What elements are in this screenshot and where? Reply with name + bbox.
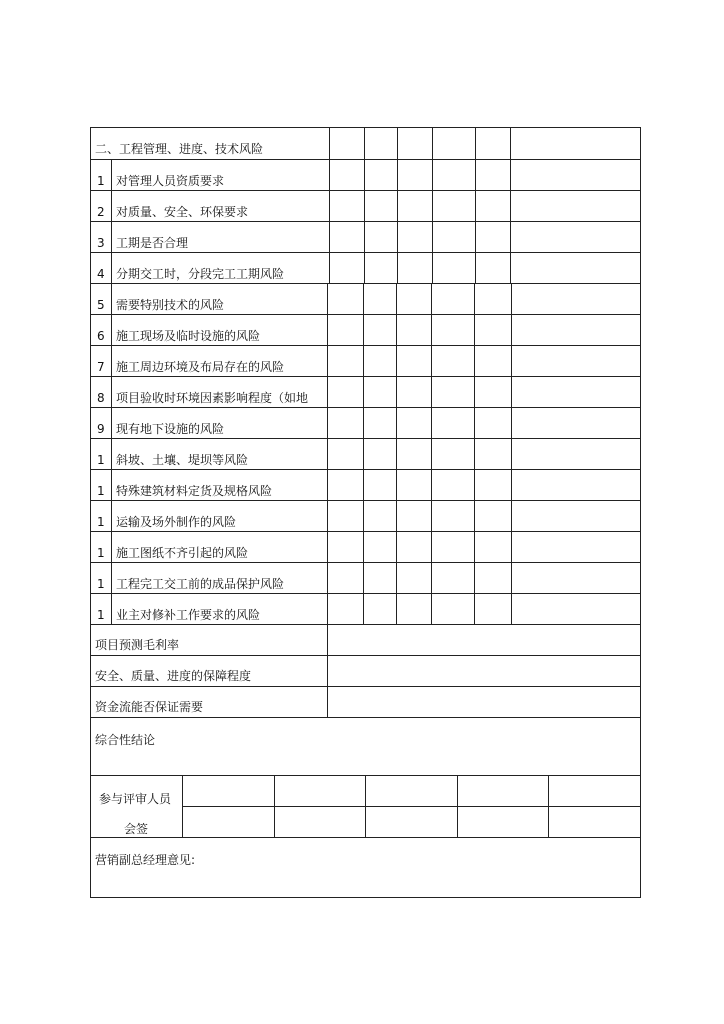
summary-label: 资金流能否保证需要 — [95, 700, 204, 714]
risk-item-row — [91, 222, 640, 253]
item-number: 1 — [97, 453, 105, 467]
summary-row-assurance — [91, 656, 640, 687]
risk-item-row — [91, 160, 640, 191]
item-label: 对质量、安全、环保要求 — [116, 205, 249, 219]
risk-item-row — [91, 253, 640, 284]
section-header-row — [91, 128, 640, 160]
item-label: 分期交工时，分段完工工期风险 — [116, 267, 285, 281]
item-number: 1 — [97, 546, 105, 560]
signature-cell[interactable] — [275, 776, 365, 806]
item-number: 2 — [97, 205, 105, 219]
signature-cell[interactable] — [549, 776, 641, 806]
rating-cell[interactable] — [330, 128, 364, 159]
item-number: 5 — [97, 298, 105, 312]
reviewers-label-line1: 参与评审人员 — [99, 792, 172, 806]
signature-cell[interactable] — [366, 776, 457, 806]
vp-opinion-label: 营销副总经理意见: — [95, 853, 196, 867]
section-header: 二、工程管理、进度、技术风险 — [95, 142, 264, 156]
summary-row-cashflow — [91, 687, 640, 718]
risk-item-row — [91, 408, 640, 439]
signature-cell[interactable] — [183, 807, 274, 838]
risk-item-row — [91, 346, 640, 377]
vp-opinion-row[interactable] — [91, 838, 640, 897]
risk-item-row — [91, 594, 640, 625]
risk-item-row — [91, 501, 640, 532]
item-number: 6 — [97, 329, 105, 343]
conclusion-label: 综合性结论 — [95, 733, 156, 747]
item-label: 施工现场及临时设施的风险 — [116, 329, 261, 343]
item-label: 运输及场外制作的风险 — [116, 515, 237, 529]
risk-item-row — [91, 315, 640, 346]
summary-value-cell[interactable] — [328, 656, 641, 686]
item-number: 4 — [97, 267, 105, 281]
risk-item-row — [91, 439, 640, 470]
signature-cell[interactable] — [275, 807, 365, 838]
conclusion-row[interactable] — [91, 718, 640, 776]
item-number: 1 — [97, 608, 105, 622]
item-number: 1 — [97, 577, 105, 591]
remarks-cell[interactable] — [511, 128, 641, 159]
item-number: 3 — [97, 236, 105, 250]
rating-cell[interactable] — [433, 128, 475, 159]
rating-cell[interactable] — [476, 128, 510, 159]
item-number: 9 — [97, 422, 105, 436]
risk-item-row — [91, 563, 640, 594]
item-number: 7 — [97, 360, 105, 374]
summary-label: 项目预测毛利率 — [95, 638, 180, 652]
item-number: 1 — [97, 515, 105, 529]
summary-row-gross-margin — [91, 625, 640, 656]
signature-cell[interactable] — [366, 807, 457, 838]
summary-value-cell[interactable] — [328, 625, 641, 655]
rating-cell[interactable] — [398, 128, 432, 159]
risk-item-row — [91, 191, 640, 222]
signature-cell[interactable] — [183, 776, 274, 806]
risk-item-row — [91, 377, 640, 408]
risk-item-row — [91, 532, 640, 563]
summary-label: 安全、质量、进度的保障程度 — [95, 669, 252, 683]
item-number: 1 — [97, 484, 105, 498]
item-number: 1 — [97, 174, 105, 188]
item-number: 8 — [97, 391, 105, 405]
signature-cell[interactable] — [458, 807, 548, 838]
signature-cell[interactable] — [458, 776, 548, 806]
item-label: 现有地下设施的风险 — [116, 422, 225, 436]
reviewers-row — [91, 776, 640, 838]
reviewers-label-line2: 会签 — [124, 822, 149, 836]
summary-value-cell[interactable] — [328, 687, 641, 717]
rating-cell[interactable] — [365, 128, 397, 159]
item-label: 斜坡、土壤、堤坝等风险 — [116, 453, 249, 467]
risk-assessment-form — [90, 127, 641, 898]
item-label: 特殊建筑材料定货及规格风险 — [116, 484, 273, 498]
item-label: 项目验收时环境因素影响程度（如地 — [116, 391, 309, 405]
item-label: 需要特别技术的风险 — [116, 298, 225, 312]
risk-item-row — [91, 470, 640, 501]
risk-item-row — [91, 284, 640, 315]
item-label: 对管理人员资质要求 — [116, 174, 225, 188]
item-label: 施工图纸不齐引起的风险 — [116, 546, 249, 560]
item-label: 业主对修补工作要求的风险 — [116, 608, 261, 622]
item-label: 施工周边环境及布局存在的风险 — [116, 360, 285, 374]
signature-cell[interactable] — [549, 807, 641, 838]
item-label: 工程完工交工前的成品保护风险 — [116, 577, 285, 591]
item-label: 工期是否合理 — [116, 236, 189, 250]
